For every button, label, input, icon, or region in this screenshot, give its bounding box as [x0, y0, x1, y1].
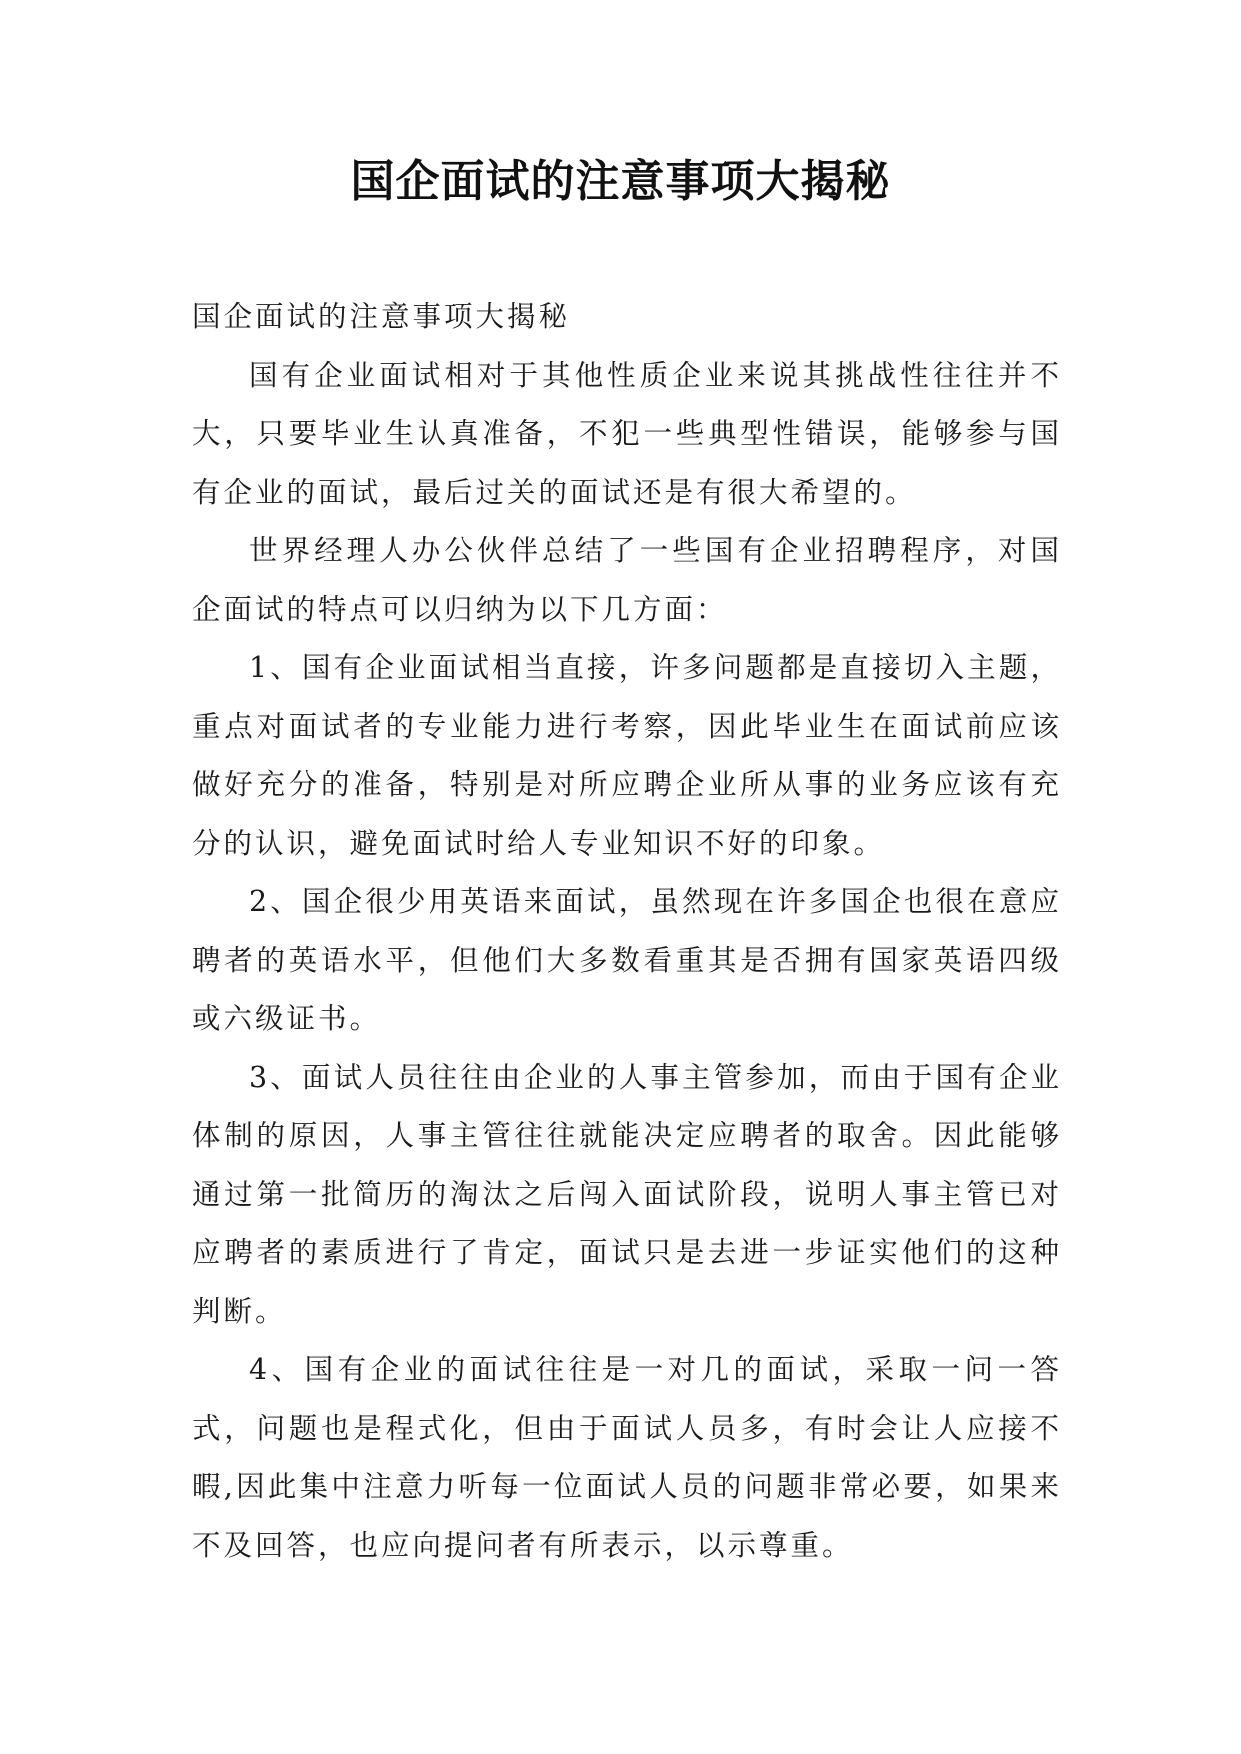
- paragraph-point-2: 2、国企很少用英语来面试，虽然现在许多国企也很在意应聘者的英语水平，但他们大多数看重其是否拥有国家英语四级或六级证书。: [192, 885, 1062, 1035]
- paragraph-intro: 国有企业面试相对于其他性质企业来说其挑战性往往并不大，只要毕业生认真准备，不犯一些典型性错误，能够参与国有企业的面试，最后过关的面试还是有很大希望的。: [192, 358, 1062, 509]
- document-title: 国企面试的注意事项大揭秘: [350, 156, 891, 207]
- paragraph-summary: 世界经理人办公伙伴总结了一些国有企业招聘程序，对国企面试的特点可以归纳为以下几方面：: [192, 534, 1062, 626]
- document-body: [192, 288, 1062, 1575]
- document-subtitle: 国企面试的注意事项大揭秘: [192, 300, 571, 333]
- paragraph-point-1: 1、国有企业面试相当直接，许多问题都是直接切入主题，重点对面试者的专业能力进行考察，因此毕业生在面试前应该做好充分的准备，特别是对所应聘企业所从事的业务应该有充分的认识，避免面试时给人专业知识不好的印象。: [192, 651, 1062, 860]
- paragraph-point-4: 4、国有企业的面试往往是一对几的面试，采取一问一答式，问题也是程式化，但由于面试人员多，有时会让人应接不暇,因此集中注意力听每一位面试人员的问题非常必要，如果来不及回答，也应向提问者有所表示，以示尊重。: [192, 1353, 1062, 1562]
- paragraph-point-3: 3、面试人员往往由企业的人事主管参加，而由于国有企业体制的原因，人事主管往往就能决定应聘者的取舍。因此能够通过第一批简历的淘汰之后闯入面试阶段，说明人事主管已对应聘者的素质进行了肯定，面试只是去进一步证实他们的这种判断。: [192, 1060, 1062, 1328]
